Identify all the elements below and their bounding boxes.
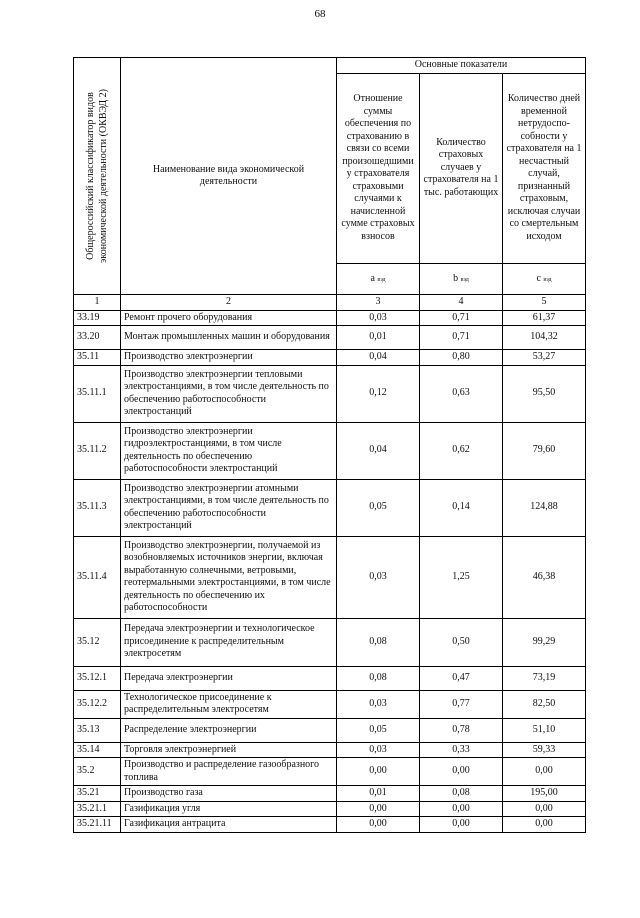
row-activity-name: Торговля электроэнергией — [121, 742, 337, 758]
row-value-a: 0,03 — [337, 742, 420, 758]
row-activity-name: Производство электроэнергии тепловыми электростанциями, в том числе деятельность по обеспечению работоспособности электростанций — [121, 365, 337, 422]
table-row — [74, 310, 586, 326]
table-row — [74, 326, 586, 350]
row-value-c: 82,50 — [503, 690, 586, 718]
row-code: 33.19 — [74, 310, 121, 326]
row-activity-name: Ремонт прочего оборудования — [121, 310, 337, 326]
row-value-b: 0,71 — [420, 326, 503, 350]
row-value-b: 0,77 — [420, 690, 503, 718]
row-code: 35.11.1 — [74, 365, 121, 422]
row-activity-name: Производство газа — [121, 786, 337, 802]
col-c-header: Количество дней временной нетрудоспо-собности у страхователя на 1 несчастный случай, признанный страховым, исключая случаи со смертельным исходом — [503, 73, 586, 263]
row-value-a: 0,01 — [337, 326, 420, 350]
row-value-c: 59,33 — [503, 742, 586, 758]
col-a-symbol: a вэд — [337, 263, 420, 294]
table-row — [74, 718, 586, 742]
row-value-c: 104,32 — [503, 326, 586, 350]
row-value-b: 0,62 — [420, 422, 503, 479]
row-value-c: 95,50 — [503, 365, 586, 422]
classifier-header-cell — [74, 58, 121, 295]
row-value-a: 0,08 — [337, 618, 420, 666]
row-value-a: 0,03 — [337, 536, 420, 618]
header-row-1 — [74, 58, 586, 74]
table-row — [74, 758, 586, 786]
table-row — [74, 801, 586, 817]
row-activity-name: Газификация антрацита — [121, 817, 337, 833]
row-activity-name: Передача электроэнергии и технологическое присоединение к распределительным электросетям — [121, 618, 337, 666]
row-value-b: 0,63 — [420, 365, 503, 422]
row-activity-name: Производство электроэнергии, получаемой из возобновляемых источников энергии, включая выработанную солнечными, ветровыми, геотермальными электростанциями, в том числе деятельность по обеспечению их работоспособности — [121, 536, 337, 618]
table-row — [74, 786, 586, 802]
row-code: 35.11.3 — [74, 479, 121, 536]
row-value-a: 0,04 — [337, 350, 420, 366]
row-code: 35.11.2 — [74, 422, 121, 479]
main-indicators-header: Основные показатели — [337, 58, 586, 74]
table-row — [74, 742, 586, 758]
row-code: 35.13 — [74, 718, 121, 742]
col-number: 4 — [420, 295, 503, 311]
row-code: 35.21 — [74, 786, 121, 802]
col-b-symbol: b вэд — [420, 263, 503, 294]
row-code: 35.12.2 — [74, 690, 121, 718]
row-activity-name: Производство электроэнергии атомными электростанциями, в том числе деятельность по обеспечению работоспособности электростанций — [121, 479, 337, 536]
row-activity-name: Производство электроэнергии — [121, 350, 337, 366]
row-code: 33.20 — [74, 326, 121, 350]
table-row — [74, 350, 586, 366]
row-value-b: 0,00 — [420, 758, 503, 786]
col-b-header: Количество страховых случаев у страхователя на 1 тыс. работающих — [420, 73, 503, 263]
row-code: 35.12 — [74, 618, 121, 666]
row-value-b: 0,80 — [420, 350, 503, 366]
col-number: 3 — [337, 295, 420, 311]
column-number-row — [74, 295, 586, 311]
row-code: 35.11.4 — [74, 536, 121, 618]
col-c-symbol: c вэд — [503, 263, 586, 294]
indicators-table — [73, 57, 586, 833]
row-value-c: 46,38 — [503, 536, 586, 618]
row-value-c: 0,00 — [503, 758, 586, 786]
row-value-a: 0,12 — [337, 365, 420, 422]
row-value-c: 79,60 — [503, 422, 586, 479]
col-a-header: Отношение суммы обеспечения по страхованию в связи со всеми произошедшими у страхователя страховыми случаями к начисленной сумме страховых взносов — [337, 73, 420, 263]
table-row — [74, 666, 586, 690]
row-value-b: 0,08 — [420, 786, 503, 802]
row-value-c: 124,88 — [503, 479, 586, 536]
row-value-a: 0,05 — [337, 718, 420, 742]
row-value-c: 51,10 — [503, 718, 586, 742]
row-activity-name: Производство и распределение газообразного топлива — [121, 758, 337, 786]
row-value-b: 0,14 — [420, 479, 503, 536]
row-activity-name: Распределение электроэнергии — [121, 718, 337, 742]
row-value-a: 0,00 — [337, 817, 420, 833]
row-value-c: 0,00 — [503, 801, 586, 817]
row-value-a: 0,03 — [337, 310, 420, 326]
row-code: 35.14 — [74, 742, 121, 758]
row-code: 35.12.1 — [74, 666, 121, 690]
table-row — [74, 690, 586, 718]
col-number: 2 — [121, 295, 337, 311]
page-number: 68 — [314, 8, 326, 20]
row-activity-name: Монтаж промышленных машин и оборудования — [121, 326, 337, 350]
row-value-a: 0,04 — [337, 422, 420, 479]
row-code: 35.2 — [74, 758, 121, 786]
table-row — [74, 536, 586, 618]
row-value-b: 0,71 — [420, 310, 503, 326]
row-value-b: 0,00 — [420, 817, 503, 833]
row-value-b: 0,00 — [420, 801, 503, 817]
row-value-c: 61,37 — [503, 310, 586, 326]
row-value-b: 0,78 — [420, 718, 503, 742]
row-value-b: 0,50 — [420, 618, 503, 666]
row-value-b: 0,47 — [420, 666, 503, 690]
row-value-a: 0,00 — [337, 801, 420, 817]
row-value-b: 1,25 — [420, 536, 503, 618]
row-value-b: 0,33 — [420, 742, 503, 758]
table-row — [74, 618, 586, 666]
row-code: 35.21.1 — [74, 801, 121, 817]
row-value-a: 0,01 — [337, 786, 420, 802]
row-value-c: 0,00 — [503, 817, 586, 833]
table-row — [74, 365, 586, 422]
row-value-a: 0,03 — [337, 690, 420, 718]
row-value-c: 53,27 — [503, 350, 586, 366]
row-code: 35.21.11 — [74, 817, 121, 833]
classifier-header: Общероссийский классификатор видов экономической деятельности (ОКВЭД 2) — [85, 89, 109, 263]
row-activity-name: Технологическое присоединение к распределительным электросетям — [121, 690, 337, 718]
col-number: 1 — [74, 295, 121, 311]
row-code: 35.11 — [74, 350, 121, 366]
table-row — [74, 817, 586, 833]
table-row — [74, 479, 586, 536]
row-activity-name: Газификация угля — [121, 801, 337, 817]
row-value-a: 0,05 — [337, 479, 420, 536]
row-value-c: 99,29 — [503, 618, 586, 666]
activity-name-header: Наименование вида экономической деятельности — [121, 58, 337, 295]
col-number: 5 — [503, 295, 586, 311]
row-value-a: 0,08 — [337, 666, 420, 690]
row-value-a: 0,00 — [337, 758, 420, 786]
row-value-c: 195,00 — [503, 786, 586, 802]
row-activity-name: Производство электроэнергии гидроэлектростанциями, в том числе деятельность по обеспечению работоспособности электростанций — [121, 422, 337, 479]
row-activity-name: Передача электроэнергии — [121, 666, 337, 690]
table-row — [74, 422, 586, 479]
row-value-c: 73,19 — [503, 666, 586, 690]
